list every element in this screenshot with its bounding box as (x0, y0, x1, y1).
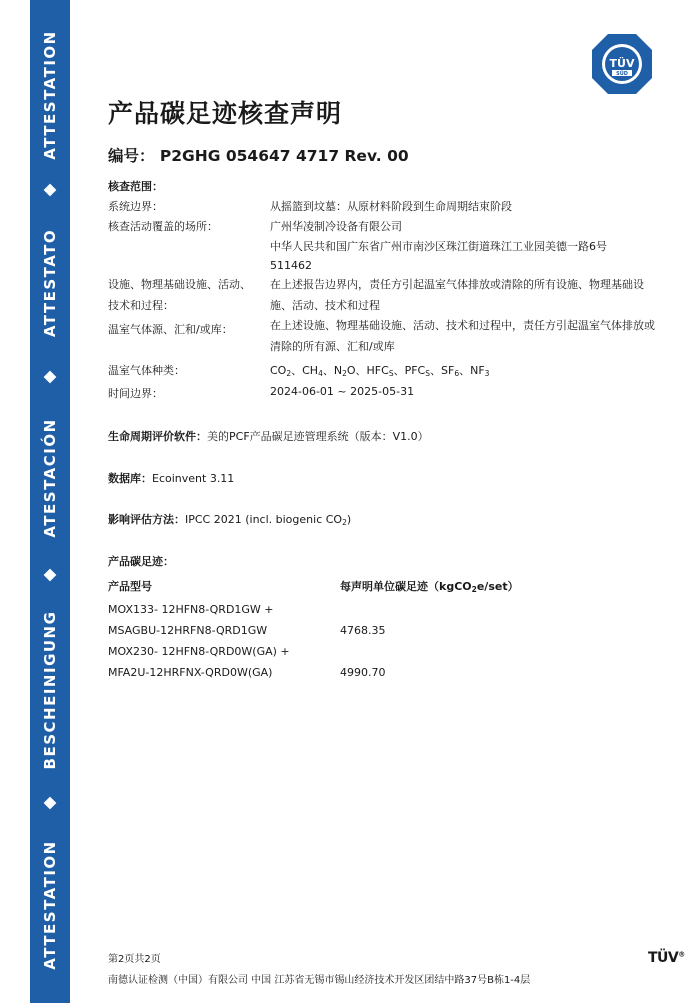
logo-text-top: TÜV (609, 57, 635, 70)
footprint-heading: 产品碳足迹： (108, 555, 174, 568)
side-diamond (44, 184, 57, 197)
row-1-model-line2: MSAGBU-12HRFN8-QRD1GW (108, 624, 268, 637)
method-label: 影响评估方法： (108, 513, 185, 526)
scope-heading: 核查范围： (108, 180, 163, 193)
sites-label: 核查活动覆盖的场所： (108, 220, 218, 233)
software-value: 美的PCF产品碳足迹管理系统（版本：V1.0） (207, 430, 429, 443)
column-header-value: 每声明单位碳足迹（kgCO$_2$e/set） (340, 580, 519, 594)
system-boundary-value: 从摇篮到坟墓：从原材料阶段到生命周期结束阶段 (270, 200, 512, 213)
side-diamond (44, 371, 57, 384)
ghg-value: $CO_2$、$CH_4$、$N_2O$、$HFC_S$、$PFC_S$、$SF_6$、$NF_3$ (270, 364, 490, 378)
sources-label: 温室气体源、汇和/或库： (108, 323, 233, 336)
sites-address: 中华人民共和国广东省广州市南沙区珠江街道珠江工业园美德一路6号 (270, 240, 607, 253)
time-label: 时间边界： (108, 387, 163, 400)
tuv-sud-logo (590, 32, 654, 96)
database-value: Ecoinvent 3.11 (152, 472, 235, 485)
certificate-number: 编号： P2GHG 054647 4717 Rev. 00 (108, 147, 409, 165)
tuv-mark: TÜV® (648, 950, 685, 966)
database-line (108, 470, 234, 486)
software-label: 生命周期评价软件： (108, 430, 207, 443)
facilities-label: 设施、物理基础设施、活动、技术和过程： (108, 278, 251, 312)
software-line (108, 428, 429, 444)
page-title: 产品碳足迹核查声明 (108, 99, 343, 128)
side-word-bescheinigung: BESCHEINIGUNG (41, 610, 59, 770)
time-value: 2024-06-01 ~ 2025-05-31 (270, 385, 415, 398)
sites-postcode: 511462 (270, 259, 312, 272)
sources-value: 在上述设施、物理基础设施、活动、技术和过程中，责任方引起温室气体排放或清除的所有源、汇和/或库 (270, 319, 655, 353)
method-line: 影响评估方法：IPCC 2021 (incl. biogenic $CO_2$) (108, 513, 352, 527)
database-label: 数据库： (108, 472, 152, 485)
side-word-attestato: ATTESTATO (41, 228, 59, 338)
facilities-value: 在上述报告边界内，责任方引起温室气体排放或清除的所有设施、物理基础设施、活动、技术和过程 (270, 278, 644, 312)
sites-company: 广州华凌制冷设备有限公司 (270, 220, 402, 233)
system-boundary-label: 系统边界： (108, 200, 163, 213)
row-2-model-line2: MFA2U-12HRFNX-QRD0W(GA) (108, 666, 273, 679)
row-2-model-line1: MOX230- 12HFN8-QRD0W(GA) + (108, 645, 290, 658)
side-word-attestation: ATTESTATION (41, 30, 59, 160)
logo-text-bottom: SÜD (616, 71, 628, 77)
side-diamond (44, 797, 57, 810)
method-value: IPCC 2021 (incl. biogenic CO (185, 513, 343, 526)
side-word-atestacion: ATESTACIÓN (41, 418, 59, 538)
issuer-address: 南德认证检测（中国）有限公司 中国 江苏省无锡市锡山经济技术开发区团结中路37号B栋1-4层 (108, 975, 531, 986)
row-1-value: 4768.35 (340, 624, 386, 637)
side-diamond (44, 569, 57, 582)
row-1-model-line1: MOX133- 12HFN8-QRD1GW + (108, 603, 274, 616)
ghg-label: 温室气体种类： (108, 364, 185, 377)
column-header-model: 产品型号 (108, 580, 152, 593)
row-2-value: 4990.70 (340, 666, 386, 679)
page-number: 第2页共2页 (108, 954, 161, 965)
side-band (30, 0, 70, 1003)
side-word-attestation-bottom: ATTESTATION (41, 840, 59, 970)
